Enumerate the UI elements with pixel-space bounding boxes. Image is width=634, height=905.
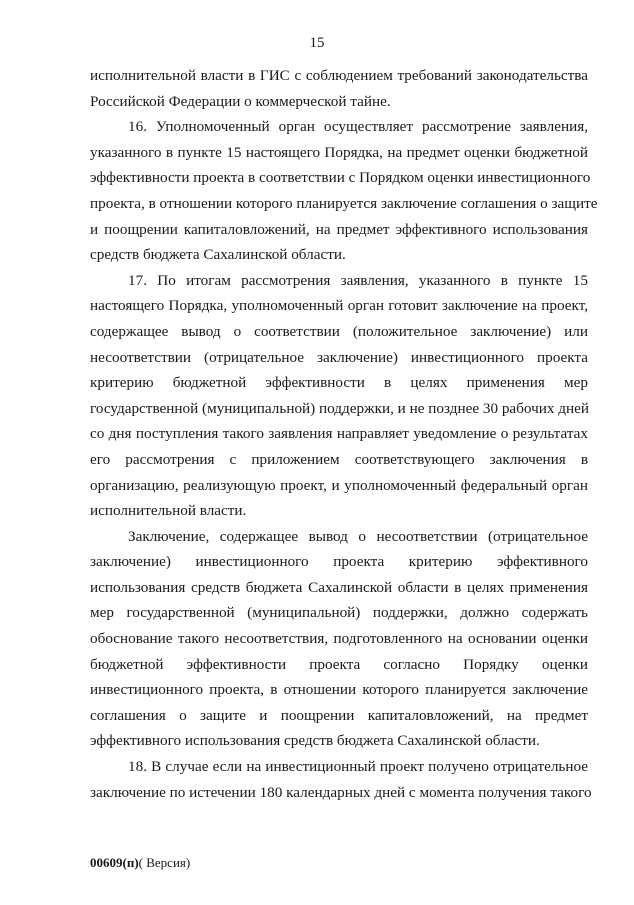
text-line: заключение по истечении 180 календарных дней с момента получения такого <box>90 783 592 801</box>
text-line: 18. В случае если на инвестиционный проект получено отрицательное <box>128 758 588 776</box>
text-line: указанного в пункте 15 настоящего Порядка, на предмет оценки бюджетной <box>90 143 588 161</box>
text-line: 17. По итогам рассмотрения заявления, указанного в пункте 15 <box>128 271 588 289</box>
text-line: Российской Федерации о коммерческой тайне. <box>90 92 391 110</box>
text-line: 16. Уполномоченный орган осуществляет рассмотрение заявления, <box>128 118 588 136</box>
footer-document-code <box>90 854 190 872</box>
text-line: мер государственной (муниципальной) поддержки, должно содержать <box>90 604 588 622</box>
text-line: исполнительной власти. <box>90 502 247 520</box>
text-line: исполнительной власти в ГИС с соблюдением требований законодательства <box>90 67 588 84</box>
text-line: Заключение, содержащее вывод о несоответствии (отрицательное <box>128 527 588 545</box>
text-line: использования средств бюджета Сахалинской области в целях применения <box>90 578 588 596</box>
text-line: бюджетной эффективности проекта согласно Порядку оценки <box>90 655 588 673</box>
text-line: эффективного использования средств бюджета Сахалинской области. <box>90 732 540 750</box>
text-line: содержащее вывод о соответствии (положительное заключение) или <box>90 322 588 340</box>
version-label: ( Версия) <box>138 855 191 870</box>
text-line: и поощрении капиталовложений, на предмет эффективного использования <box>90 220 588 238</box>
text-line: критерию бюджетной эффективности в целях применения мер <box>90 374 588 392</box>
text-line: заключение) инвестиционного проекта критерию эффективного <box>90 553 588 571</box>
text-line: его рассмотрения с приложением соответствующего заключения в <box>90 450 588 468</box>
page-number: 15 <box>309 35 325 51</box>
text-line: эффективности проекта в соответствии с Порядком оценки инвестиционного <box>90 169 591 187</box>
text-line: соглашения о защите и поощрении капиталовложений, на предмет <box>90 706 588 724</box>
text-line: средств бюджета Сахалинской области. <box>90 246 346 264</box>
text-line: государственной (муниципальной) поддержки, и не позднее 30 рабочих дней <box>90 399 589 417</box>
document-body <box>90 63 598 805</box>
text-line: обоснование такого несоответствия, подготовленного на основании оценки <box>90 630 588 648</box>
text-line: проекта, в отношении которого планируется заключение соглашения о защите <box>90 194 598 212</box>
text-line: организацию, реализующую проект, и уполномоченный федеральный орган <box>90 476 588 494</box>
text-line: несоответствии (отрицательное заключение) инвестиционного проекта <box>90 348 588 366</box>
document-code: 00609(п) <box>90 855 139 870</box>
text-line: со дня поступления такого заявления направляет уведомление о результатах <box>90 425 588 443</box>
text-line: инвестиционного проекта, в отношении которого планируется заключение <box>90 681 588 699</box>
text-line: настоящего Порядка, уполномоченный орган готовит заключение на проект, <box>90 297 588 315</box>
